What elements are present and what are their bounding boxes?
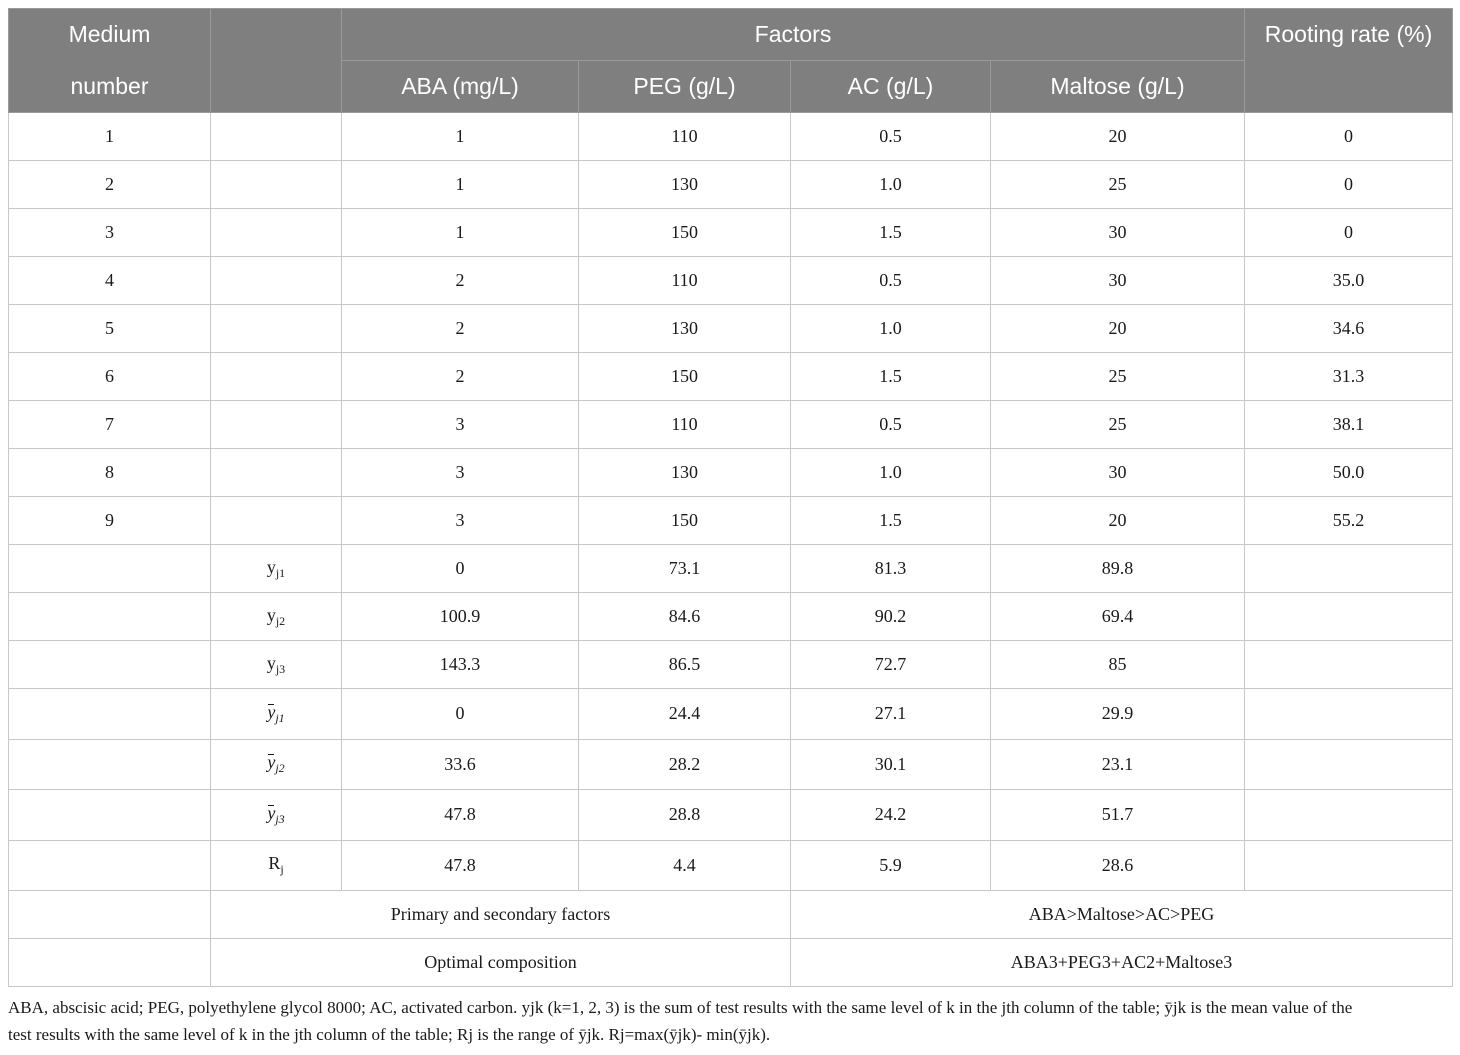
header-peg: PEG (g/L) [579, 61, 791, 113]
cell-maltose: 51.7 [991, 790, 1245, 841]
cell-maltose: 23.1 [991, 739, 1245, 790]
cell-maltose: 25 [991, 401, 1245, 449]
cell-rate: 34.6 [1245, 305, 1453, 353]
cell-ac: 27.1 [791, 689, 991, 740]
cell-rate: 38.1 [1245, 401, 1453, 449]
cell-rate: 50.0 [1245, 449, 1453, 497]
orthogonal-test-table [8, 8, 1453, 987]
cell-peg: 150 [579, 209, 791, 257]
stat-label-range: $R_j$ [211, 840, 342, 891]
header-factors: Factors [342, 9, 1245, 61]
cell-aba: 3 [342, 497, 579, 545]
summary-row-optimal [9, 939, 1453, 987]
header-rooting-blank [1245, 61, 1453, 113]
stat-row-ybar3 [9, 790, 1453, 841]
cell-peg: 4.4 [579, 840, 791, 891]
cell-blank [9, 790, 211, 841]
cell-aba: 47.8 [342, 790, 579, 841]
table-row [9, 449, 1453, 497]
cell-medium: 3 [9, 209, 211, 257]
table-row [9, 305, 1453, 353]
cell-blank [211, 161, 342, 209]
table-row [9, 497, 1453, 545]
cell-aba: 3 [342, 449, 579, 497]
cell-aba: 2 [342, 257, 579, 305]
cell-blank [9, 739, 211, 790]
cell-peg: 28.2 [579, 739, 791, 790]
cell-maltose: 25 [991, 353, 1245, 401]
cell-blank [1245, 840, 1453, 891]
cell-blank [211, 113, 342, 161]
footnote-line-1: ABA, abscisic acid; PEG, polyethylene glycol 8000; AC, activated carbon. yjk (k=1, 2, 3) is the sum of test results with the same level of k in the jth column of the table; ȳjk is the mean value of the [8, 998, 1353, 1017]
table-body [9, 113, 1453, 987]
cell-peg: 130 [579, 449, 791, 497]
optimal-composition-value: ABA3+PEG3+AC2+Maltose3 [791, 939, 1453, 987]
cell-ac: 1.5 [791, 497, 991, 545]
table-row [9, 209, 1453, 257]
header-maltose: Maltose (g/L) [991, 61, 1245, 113]
cell-medium: 9 [9, 497, 211, 545]
cell-blank [9, 840, 211, 891]
stat-row-range [9, 840, 1453, 891]
cell-peg: 130 [579, 305, 791, 353]
cell-aba: 2 [342, 353, 579, 401]
table-row [9, 161, 1453, 209]
cell-medium: 6 [9, 353, 211, 401]
cell-blank [1245, 790, 1453, 841]
cell-rate: 0 [1245, 113, 1453, 161]
table-header [9, 9, 1453, 113]
cell-aba: 143.3 [342, 641, 579, 689]
cell-ac: 1.0 [791, 449, 991, 497]
cell-blank [1245, 641, 1453, 689]
stat-row-y3 [9, 641, 1453, 689]
cell-ac: 90.2 [791, 593, 991, 641]
primary-factors-label: Primary and secondary factors [211, 891, 791, 939]
cell-peg: 150 [579, 497, 791, 545]
cell-blank [9, 641, 211, 689]
stat-row-y1 [9, 545, 1453, 593]
cell-medium: 4 [9, 257, 211, 305]
cell-ac: 1.5 [791, 353, 991, 401]
cell-maltose: 69.4 [991, 593, 1245, 641]
cell-aba: 1 [342, 113, 579, 161]
cell-medium: 1 [9, 113, 211, 161]
cell-blank [211, 449, 342, 497]
cell-medium: 7 [9, 401, 211, 449]
cell-aba: 33.6 [342, 739, 579, 790]
cell-maltose: 20 [991, 497, 1245, 545]
cell-blank [1245, 739, 1453, 790]
cell-ac: 5.9 [791, 840, 991, 891]
cell-blank [211, 497, 342, 545]
stat-label-ybar3: $y_{j3}$ [211, 790, 342, 841]
table-row [9, 353, 1453, 401]
header-medium-number-bottom: number [9, 61, 211, 113]
cell-blank [1245, 545, 1453, 593]
cell-rate: 35.0 [1245, 257, 1453, 305]
optimal-composition-label: Optimal composition [211, 939, 791, 987]
cell-maltose: 30 [991, 257, 1245, 305]
cell-peg: 130 [579, 161, 791, 209]
table-footnote [8, 994, 1452, 1048]
cell-ac: 0.5 [791, 401, 991, 449]
stat-row-ybar2 [9, 739, 1453, 790]
cell-peg: 110 [579, 401, 791, 449]
cell-blank [9, 891, 211, 939]
cell-medium: 8 [9, 449, 211, 497]
table-row [9, 113, 1453, 161]
cell-maltose: 20 [991, 305, 1245, 353]
cell-blank [9, 939, 211, 987]
cell-aba: 47.8 [342, 840, 579, 891]
table-row [9, 401, 1453, 449]
cell-ac: 1.0 [791, 161, 991, 209]
cell-blank [211, 305, 342, 353]
stat-label-ybar1: $y_{j1}$ [211, 689, 342, 740]
stat-label-ybar2: $y_{j2}$ [211, 739, 342, 790]
cell-peg: 84.6 [579, 593, 791, 641]
cell-ac: 0.5 [791, 257, 991, 305]
cell-peg: 86.5 [579, 641, 791, 689]
cell-aba: 3 [342, 401, 579, 449]
stat-label-y2: $y_{j2}$ [211, 593, 342, 641]
cell-peg: 150 [579, 353, 791, 401]
cell-blank [1245, 593, 1453, 641]
cell-aba: 2 [342, 305, 579, 353]
cell-ac: 30.1 [791, 739, 991, 790]
cell-medium: 2 [9, 161, 211, 209]
cell-ac: 24.2 [791, 790, 991, 841]
stat-row-ybar1 [9, 689, 1453, 740]
cell-ac: 1.5 [791, 209, 991, 257]
cell-maltose: 25 [991, 161, 1245, 209]
cell-medium: 5 [9, 305, 211, 353]
footnote-line-2: test results with the same level of k in the jth column of the table; Rj is the range of ȳjk. Rj=max(ȳjk)- min(ȳjk). [8, 1025, 771, 1044]
header-rooting-rate: Rooting rate (%) [1245, 9, 1453, 61]
cell-aba: 0 [342, 545, 579, 593]
header-medium-number-top: Medium [9, 9, 211, 61]
cell-blank [9, 689, 211, 740]
cell-blank [211, 209, 342, 257]
cell-peg: 73.1 [579, 545, 791, 593]
header-blank [211, 9, 342, 113]
cell-maltose: 89.8 [991, 545, 1245, 593]
cell-blank [211, 401, 342, 449]
cell-maltose: 30 [991, 449, 1245, 497]
summary-row-primary [9, 891, 1453, 939]
cell-ac: 1.0 [791, 305, 991, 353]
cell-rate: 0 [1245, 161, 1453, 209]
cell-peg: 28.8 [579, 790, 791, 841]
cell-rate: 55.2 [1245, 497, 1453, 545]
cell-blank [9, 545, 211, 593]
cell-ac: 0.5 [791, 113, 991, 161]
primary-factors-value: ABA>Maltose>AC>PEG [791, 891, 1453, 939]
header-aba: ABA (mg/L) [342, 61, 579, 113]
orthogonal-test-table-container [8, 8, 1452, 987]
header-ac: AC (g/L) [791, 61, 991, 113]
cell-maltose: 28.6 [991, 840, 1245, 891]
cell-blank [211, 353, 342, 401]
cell-peg: 110 [579, 257, 791, 305]
cell-maltose: 20 [991, 113, 1245, 161]
cell-rate: 31.3 [1245, 353, 1453, 401]
cell-aba: 100.9 [342, 593, 579, 641]
cell-blank [211, 257, 342, 305]
table-row [9, 257, 1453, 305]
cell-ac: 72.7 [791, 641, 991, 689]
cell-peg: 110 [579, 113, 791, 161]
cell-aba: 0 [342, 689, 579, 740]
cell-maltose: 30 [991, 209, 1245, 257]
cell-maltose: 29.9 [991, 689, 1245, 740]
cell-maltose: 85 [991, 641, 1245, 689]
cell-peg: 24.4 [579, 689, 791, 740]
stat-label-y1: $y_{j1}$ [211, 545, 342, 593]
stat-row-y2 [9, 593, 1453, 641]
cell-blank [9, 593, 211, 641]
cell-aba: 1 [342, 161, 579, 209]
cell-ac: 81.3 [791, 545, 991, 593]
cell-aba: 1 [342, 209, 579, 257]
cell-rate: 0 [1245, 209, 1453, 257]
stat-label-y3: $y_{j3}$ [211, 641, 342, 689]
cell-blank [1245, 689, 1453, 740]
